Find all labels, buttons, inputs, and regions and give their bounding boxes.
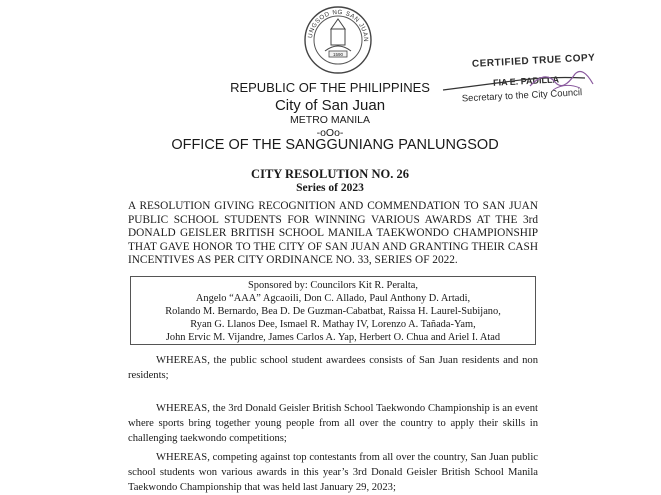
city-seal-icon — [303, 5, 373, 75]
sponsor-line: Sponsored by: Councilors Kit R. Peralta, — [248, 280, 418, 291]
sponsor-line: Angelo “AAA” Agcaoili, Don C. Allado, Paul Anthony D. Artadi, — [195, 293, 471, 304]
republic-heading: REPUBLIC OF THE PHILIPPINES — [230, 80, 430, 95]
sponsors-box — [130, 276, 536, 345]
certifier-name: FIA E. PADILLA — [492, 74, 560, 88]
ornament: -oOo- — [316, 127, 344, 139]
certified-true-copy: CERTIFIED TRUE COPY — [471, 52, 596, 70]
city-seal — [303, 5, 373, 75]
sponsor-line: John Ervic M. Vijandre, James Carlos A. Yap, Herbert O. Chua and Ariel I. Atad — [165, 332, 501, 343]
whereas-clause: WHEREAS, competing against top contestants from all over the country, San Juan public school students won various awards in this year’s 3rd Donald Geisler British School Manila Taekwondo Championship that was held last January 29, 2023; — [128, 452, 538, 493]
whereas-clause: WHEREAS, the 3rd Donald Geisler British School Taekwondo Championship is an event where sports bring together young people from all over the country to apply their skills in challenging taekwondo competitions; — [128, 403, 538, 444]
seal-year: 1590 — [332, 52, 344, 57]
seal-top-text: UNGSOD NG SAN JUAN — [307, 8, 370, 43]
metro-heading: METRO MANILA — [290, 114, 370, 126]
resolution-number: CITY RESOLUTION NO. 26 — [251, 167, 409, 181]
resolution-title: A RESOLUTION GIVING RECOGNITION AND COMMENDATION TO SAN JUAN PUBLIC SCHOOL STUDENTS FOR WINNING VARIOUS AWARDS AT THE 3rd DONALD GEISLER BRITISH SCHOOL MANILA TAEKWONDO CHAMPIONSHIP THAT GAVE HONOR TO THE CITY OF SAN JUAN AND GRANTING THEIR CASH INCENTIVES AS PER CITY ORDINANCE NO. 33, SERIES OF 2022. — [128, 200, 538, 266]
whereas-clause: WHEREAS, the public school student awardees consists of San Juan residents and non residents; — [128, 355, 538, 381]
office-heading: OFFICE OF THE SANGGUNIANG PANLUNGSOD — [171, 137, 499, 153]
city-heading: City of San Juan — [274, 97, 386, 114]
resolution-series: Series of 2023 — [296, 182, 364, 194]
sponsor-line: Ryan G. Llanos Dee, Ismael R. Mathay IV, Lorenzo A. Tañada-Yam, — [190, 319, 476, 330]
svg-text:LUNGSOD NG SAN JUAN — [303, 5, 369, 42]
sponsor-line: Rolando M. Bernardo, Bea D. De Guzman-Cabatbat, Raissa H. Laurel-Subijano, — [165, 306, 501, 317]
signature-icon — [435, 60, 605, 110]
certifier-title: Secretary to the City Council — [461, 87, 583, 105]
